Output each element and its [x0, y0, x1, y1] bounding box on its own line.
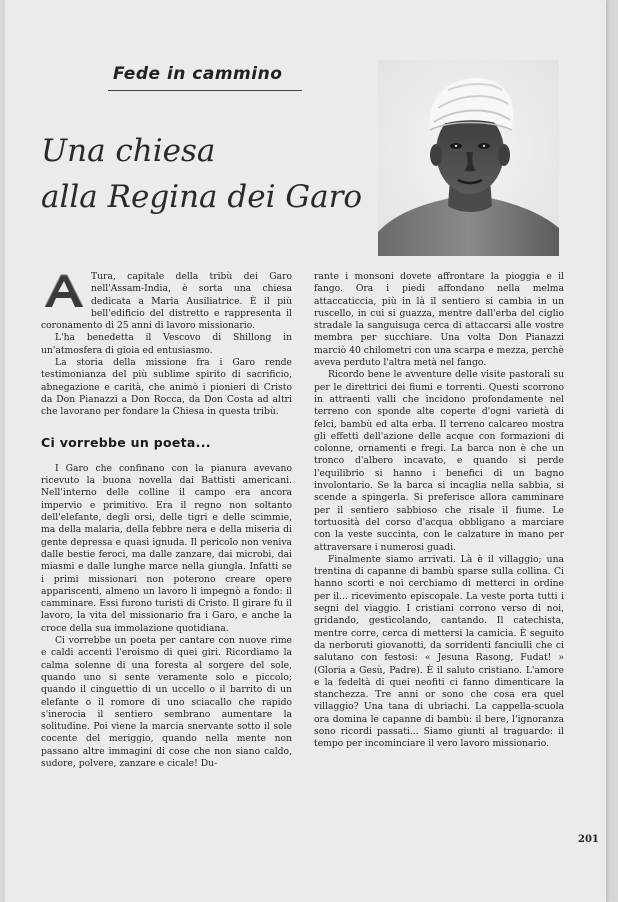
intro-paragraph-3: La storia della missione fra i Garo rende testimonianza del più sublime spirito di sacrificio, abnegazione e carità, che animò i pionieri di Cristo da Don Pianazzi a Don Rocca, da Don Costa ad altri che lavorano per fondare la Chiesa in questa tribù.	[41, 357, 292, 418]
right-paragraph-1: rante i monsoni dovete affrontare la pioggia e il fango. Ora i piedi affondano nella melma attaccaticcia, più in là il sentiero si cambia in un ruscello, in cui si guazza, mentre dall'erba del ciglio stradale la sanguisuga cerca di attaccarsi alle vostre membra per succhiare. Una volta Don Pianazzi marciò 40 chilometri con una scarpa e mezza, perchè aveva perduto l'altra metà nel fango.	[314, 271, 564, 369]
title-line-1: Una chiesa	[41, 133, 216, 169]
body-paragraph-1: I Garo che confinano con la pianura avevano ricevuto la buona novella dai Battisti americani. Nell'interno delle colline il campo era ancora impervio e primitivo. Era il regno non soltanto dell'elefante, degli orsi, delle tigri e delle scimmie, ma della malaria, della febbre nera e della miseria di gente depressa e quasi ignuda. Il pericolo non veniva dalle bestie feroci, ma dalle zanzare, dai microbi, dai miasmi e dalle lunghe marce nella giungla. Infatti se i primi missionari non poterono creare opere appariscenti, almeno un lavoro li impegnò a fondo: il camminare. Essi furono turisti di Cristo. Il girare fu il lavoro, la vita del missionario fra i Garo, e anche la croce della sua immolazione quotidiana.	[41, 462, 292, 634]
body-paragraph-2: Ci vorrebbe un poeta per cantare con nuove rime e caldi accenti l'eroismo di quei giri. Ricordiamo la calma solenne di una foresta al sorgere del sole, quando uno si sente veramente solo e piccolo; quando il cinguettio di un uccello o il barrito di un elefante o il romore di uno sciacallo che rapido s'inerocia il sentiero sembrano aumentare la solitudine. Poi viene la marcia snervante sotto il sole cocente del meriggio, quando nella mente non passano altre immagini di cose che non siano caldo, sudore, polvere, zanzare e cicale! Du-	[41, 635, 292, 769]
portrait-photo	[378, 60, 559, 256]
magazine-page	[5, 0, 606, 902]
page-number: 201	[578, 834, 599, 845]
right-paragraph-2: Ricordo bene le avventure delle visite pastorali su per le direttrici dei fiumi e torrenti. Questi scorrono in attraenti valli che incidono profondamente nel terreno con sponde alte coperte d'ogni varietà di felci, bambù ed alta erba. Il terreno calcareo mostra gli effetti dell'azione delle acque con formazioni di colonne, ornamenti e fregi. La barca non è che un tronco d'albero incavato, e quando si perde l'equilibrio si hanno i benefici di un bagno involontario. Se la barca si incaglia nella sabbia, si scende a spingerla. Si preferisce allora camminare per il sentiero sabbioso che risale il fiume. Le tortuosità del corso d'acqua obbligano a marciare con la veste succinta, con le calzature in mano per attraversare i numerosi guadi.	[314, 369, 564, 553]
section-label: Fede in cammino	[113, 64, 283, 84]
right-paragraph-3: Finalmente siamo arrivati. Là è il villaggio; una trentina di capanne di bambù sparse sulla collina. Ci hanno scorti e noi cerchiamo di metterci in ordine per il... ricevimento episcopale. La veste porta tutti i segni del viaggio. I cristiani corrono verso di noi, gridando, gesticolando, cantando. Il catechista, mentre corre, cerca di mettersi la camicia. È seguito da nerboruti giovanotti, da sorridenti fanciulli che ci salutano con festosi: « Jesuna Rasong, Fudat! » (Gloria a Gesù, Padre). È il saluto cristiano. L'amore e la fedeltà di quei neofiti ci fanno dimenticare la stanchezza. Tre anni or sono che cosa era quel villaggio? Una tana di ubriachi. La cappella-scuola ora domina le capanne di bambù: il bere, l'ignoranza sono ricordi passati... Siamo giunti al traguardo: il tempo per incominciare il vero lavoro missionario.	[314, 553, 564, 750]
intro-paragraph-2: L'ha benedetta il Vescovo di Shillong in un'atmosfera di gioia ed entusiasmo.	[41, 332, 292, 356]
left-column	[41, 271, 292, 770]
article-title	[41, 128, 362, 220]
title-line-2: alla Regina dei Garo	[41, 179, 363, 215]
subheading: Ci vorrebbe un poeta...	[41, 434, 211, 450]
dropcap-a-icon	[41, 273, 85, 309]
section-rule	[108, 90, 302, 91]
intro-paragraph-1: Tura, capitale della tribù dei Garo nell'Assam-India, è sorta una chiesa dedicata a Maria Ausiliatrice. È il più bell'edificio del distretto e rappresenta il coronamento di 25 anni di lavoro missionario.	[41, 271, 292, 332]
right-column	[314, 271, 564, 751]
